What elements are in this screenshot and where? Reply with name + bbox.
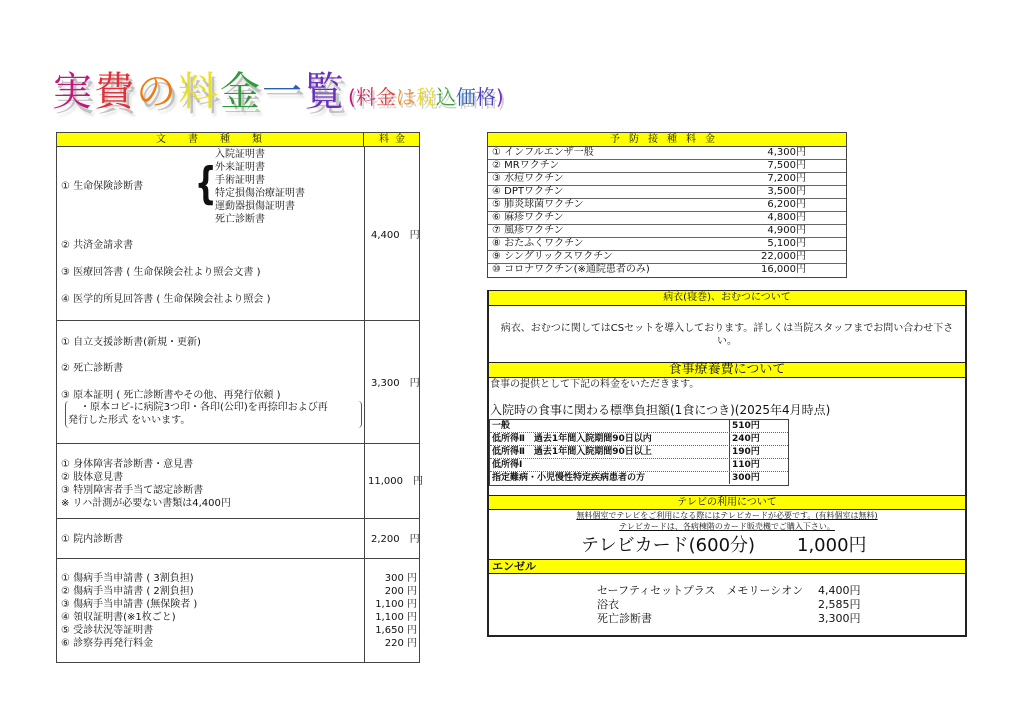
angel-item: 死亡診断書: [597, 612, 652, 625]
tv-header: テレビの利用について: [489, 495, 965, 510]
angel-price: 2,585円: [818, 598, 861, 611]
angel-item: セーフティセットプラス メモリーシオン: [597, 584, 804, 597]
angel-header: エンゼル: [489, 559, 965, 574]
title-char: 覧: [304, 69, 346, 115]
table-row: ⑤ 肺炎球菌ワクチン 6,200円: [488, 199, 846, 212]
subtitle-char: 金: [375, 85, 396, 109]
sub-item: 死亡診断書: [215, 214, 265, 225]
fee-value: 1,100 円: [375, 612, 417, 623]
section-life-insurance: [57, 147, 419, 321]
title-char: 実: [52, 69, 94, 115]
subtitle-char: 税: [415, 85, 436, 109]
subtitle-char: 格: [475, 85, 496, 109]
tv-line-1: 無料個室でテレビをご利用になる際にはテレビカードが必要です。(有料個室は無料): [576, 511, 878, 520]
list-item: ⑥ 診察券再発行料金: [61, 638, 154, 649]
list-item: ② 肢体意見書: [61, 472, 124, 483]
meals-subtitle: 入院時の食事に関わる標準負担額(1食につき)(2025年4月時点): [490, 403, 831, 417]
table-row: 低所得Ⅱ 過去1年間入院期間90日以上 190円: [490, 446, 788, 459]
list-item: ③ 傷病手当申請書 (無保険者 ): [61, 599, 198, 610]
table-header: 予防接種料金: [488, 133, 846, 147]
tv-line-2: テレビカードは、各病棟階のカード販売機でご購入下さい。: [619, 522, 835, 531]
brace-icon: {: [194, 158, 217, 209]
title-char: 費: [94, 69, 136, 115]
fee-value: 4,400 円: [371, 230, 420, 241]
sub-item: 特定損傷治療証明書: [215, 188, 305, 199]
list-item: ③ 医療回答書 ( 生命保険会社より照会文書 ): [61, 267, 261, 278]
section-self-support: [57, 321, 419, 444]
list-item: ④ 領収証明書(※1枚ごと): [61, 612, 176, 623]
page-title: [52, 64, 504, 114]
table-row: ③ 水痘ワクチン 7,200円: [488, 173, 846, 186]
table-row: 一般 510円: [490, 420, 788, 433]
fee-value: 1,100 円: [375, 599, 417, 610]
sub-item: 手術証明書: [215, 175, 265, 186]
list-item: ② 共済金請求書: [61, 240, 134, 251]
table-row: 指定難病・小児慢性特定疾病患者の方 300円: [490, 472, 788, 485]
meals-header: 食事療養費について: [489, 362, 965, 378]
fee-value: 1,650 円: [375, 625, 417, 636]
list-item: ① 傷病手当申請書 ( 3割負担): [61, 573, 194, 584]
list-item: ① 身体障害者診断書・意見書: [61, 459, 194, 470]
header-fee: 料金: [379, 134, 411, 145]
angel-item: 浴衣: [597, 598, 619, 611]
table-row: ⑧ おたふくワクチン 5,100円: [488, 238, 846, 251]
table-row: 低所得Ⅰ 110円: [490, 459, 788, 472]
title-char: 金: [220, 69, 262, 115]
title-char: の: [136, 69, 178, 115]
section-disability: [57, 444, 423, 519]
list-item: ① 自立支援診断書(新規・更新): [61, 337, 201, 348]
section-misc: [57, 559, 419, 663]
table-row: 低所得Ⅱ 過去1年間入院期間90日以内 240円: [490, 433, 788, 446]
list-item: ① 院内診断書: [61, 534, 124, 545]
fee-value: 2,200 円: [371, 534, 420, 545]
table-row: ⑨ シングリックスワクチン 22,000円: [488, 251, 846, 264]
header-document-type: 文書種類: [57, 133, 364, 146]
meal-fee-table: [489, 419, 789, 486]
subtitle-char: 料: [355, 85, 376, 109]
list-item: ④ 医学的所見回答書 ( 生命保険会社より照会 ): [61, 294, 271, 305]
sub-item: 外来証明書: [215, 162, 265, 173]
gown-body: 病衣、おむつに関してはCSセットを導入しております。詳しくは当院スタッフまでお問い合わせ下さい。: [500, 323, 954, 347]
subtitle-char: は: [395, 85, 416, 109]
table-header: [57, 133, 419, 147]
meals-intro: 食事の提供として下記の料金をいただきます。: [490, 379, 700, 390]
gown-header: 病衣(寝巻)、おむつについて: [489, 291, 965, 306]
vaccination-fee-table: [487, 132, 847, 278]
note-text: ・原本コピ-に病院3つ印・各印(公印)を再捺印および再: [80, 402, 328, 413]
title-char: 料: [178, 69, 220, 115]
subtitle-char: (: [348, 85, 356, 109]
table-row: ② MRワクチン 7,500円: [488, 160, 846, 173]
note-text: ※ リハ計測が必要ない書類は4,400円: [61, 498, 231, 509]
tv-card-price: 1,000円: [797, 535, 867, 556]
list-item: ② 傷病手当申請書 ( 2割負担): [61, 586, 194, 597]
table-row: ⑦ 風疹ワクチン 4,900円: [488, 225, 846, 238]
angel-price: 3,300円: [818, 612, 861, 625]
note-text: 発行した形式 をいいます。: [68, 415, 191, 426]
fee-value: 3,300 円: [371, 378, 420, 389]
angel-price: 4,400円: [818, 584, 861, 597]
table-row: ① インフルエンザ一般 4,300円: [488, 147, 846, 160]
subtitle-char: 込: [435, 85, 456, 109]
title-subtitle: [348, 83, 504, 111]
sub-item: 運動器損傷証明書: [215, 201, 295, 212]
tv-card-label: テレビカード(600分): [581, 535, 756, 556]
fee-value: 300 円: [384, 573, 417, 584]
list-item: ③ 特別障害者手当て認定診断書: [61, 485, 204, 496]
table-row: ⑩ コロナワクチン(※通院患者のみ) 16,000円: [492, 264, 806, 275]
list-item: ① 生命保険診断書: [61, 181, 144, 192]
list-item: ② 死亡診断書: [61, 363, 124, 374]
note-bracket: [65, 401, 362, 428]
subtitle-char: 価: [455, 85, 476, 109]
sub-item: 入院証明書: [215, 149, 265, 160]
fee-value: 220 円: [384, 638, 417, 649]
list-item: ⑤ 受診状況等証明書: [61, 625, 154, 636]
info-panel: [487, 290, 967, 637]
list-item: ③ 原本証明 ( 死亡診断書やその他、再発行依頼 ): [61, 390, 281, 401]
title-char: 一: [262, 69, 304, 115]
fee-value: 11,000 円: [368, 476, 423, 487]
subtitle-char: ): [495, 85, 504, 109]
fee-value: 200 円: [384, 586, 417, 597]
documents-fee-table: [56, 132, 423, 663]
table-row: ⑥ 麻疹ワクチン 4,800円: [488, 212, 846, 225]
section-in-hospital: [57, 519, 419, 559]
table-row: ④ DPTワクチン 3,500円: [488, 186, 846, 199]
